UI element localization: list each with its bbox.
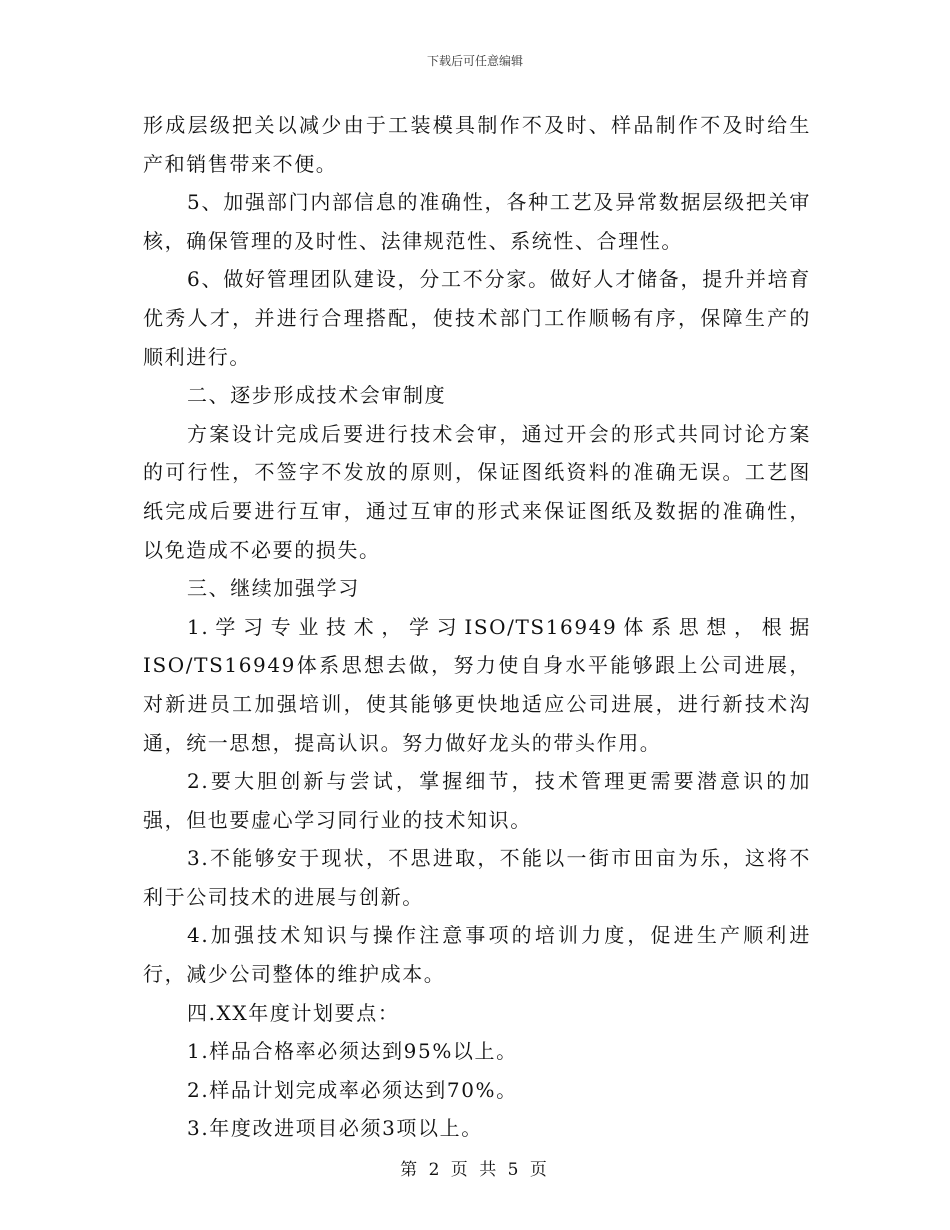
paragraph-7: 1.学习专业技术，学习ISO/TS16949体系思想，根据ISO/TS16949体系思想去做，努力使自身水平能够跟上公司进展，对新进员工加强培训，使其能够更快地适应公司进展，进行新技术沟通，统一思想，提高认识。努力做好龙头的带头作用。 xyxy=(143,614,811,755)
section-heading-4: 四.XX年度计划要点： xyxy=(187,1000,400,1025)
section-heading-3: 三、继续加强学习 xyxy=(187,576,360,601)
section-heading-2: 二、逐步形成技术会审制度 xyxy=(187,383,447,408)
paragraph-10: 4.加强技术知识与操作注意事项的培训力度，促进生产顺利进行，减少公司整体的维护成本。 xyxy=(143,923,811,987)
paragraph-1: 形成层级把关以减少由于工装模具制作不及时、样品制作不及时给生产和销售带来不便。 xyxy=(143,113,811,176)
paragraph-9: 3.不能够安于现状，不思进取，不能以一街市田亩为乐，这将不利于公司技术的进展与创新。 xyxy=(143,846,811,909)
page-header: 下载后可任意编辑 xyxy=(426,54,523,68)
paragraph-5: 方案设计完成后要进行技术会审，通过开会的形式共同讨论方案的可行性，不签字不发放的原则，保证图纸资料的准确无误。工艺图纸完成后要进行互审，通过互审的形式来保证图纸及数据的准确性，以免造成不必要的损失。 xyxy=(143,421,811,562)
plan-item-3: 3.年度改进项目必须3项以上。 xyxy=(187,1116,483,1141)
paragraph-2: 5、加强部门内部信息的准确性，各种工艺及异常数据层级把关审核，确保管理的及时性、法律规范性、系统性、合理性。 xyxy=(143,190,811,253)
paragraph-8: 2.要大胆创新与尝试，掌握细节，技术管理更需要潜意识的加强，但也要虚心学习同行业的技术知识。 xyxy=(143,769,811,832)
paragraph-3: 6、做好管理团队建设，分工不分家。做好人才储备，提升并培育优秀人才，并进行合理搭配，使技术部门工作顺畅有序，保障生产的顺利进行。 xyxy=(143,267,811,369)
plan-item-2: 2.样品计划完成率必须达到70%。 xyxy=(187,1077,518,1102)
page-footer: 第 2 页 共 5 页 xyxy=(400,1160,550,1180)
document-body xyxy=(143,106,811,1148)
plan-item-1: 1.样品合格率必须达到95%以上。 xyxy=(187,1039,518,1064)
